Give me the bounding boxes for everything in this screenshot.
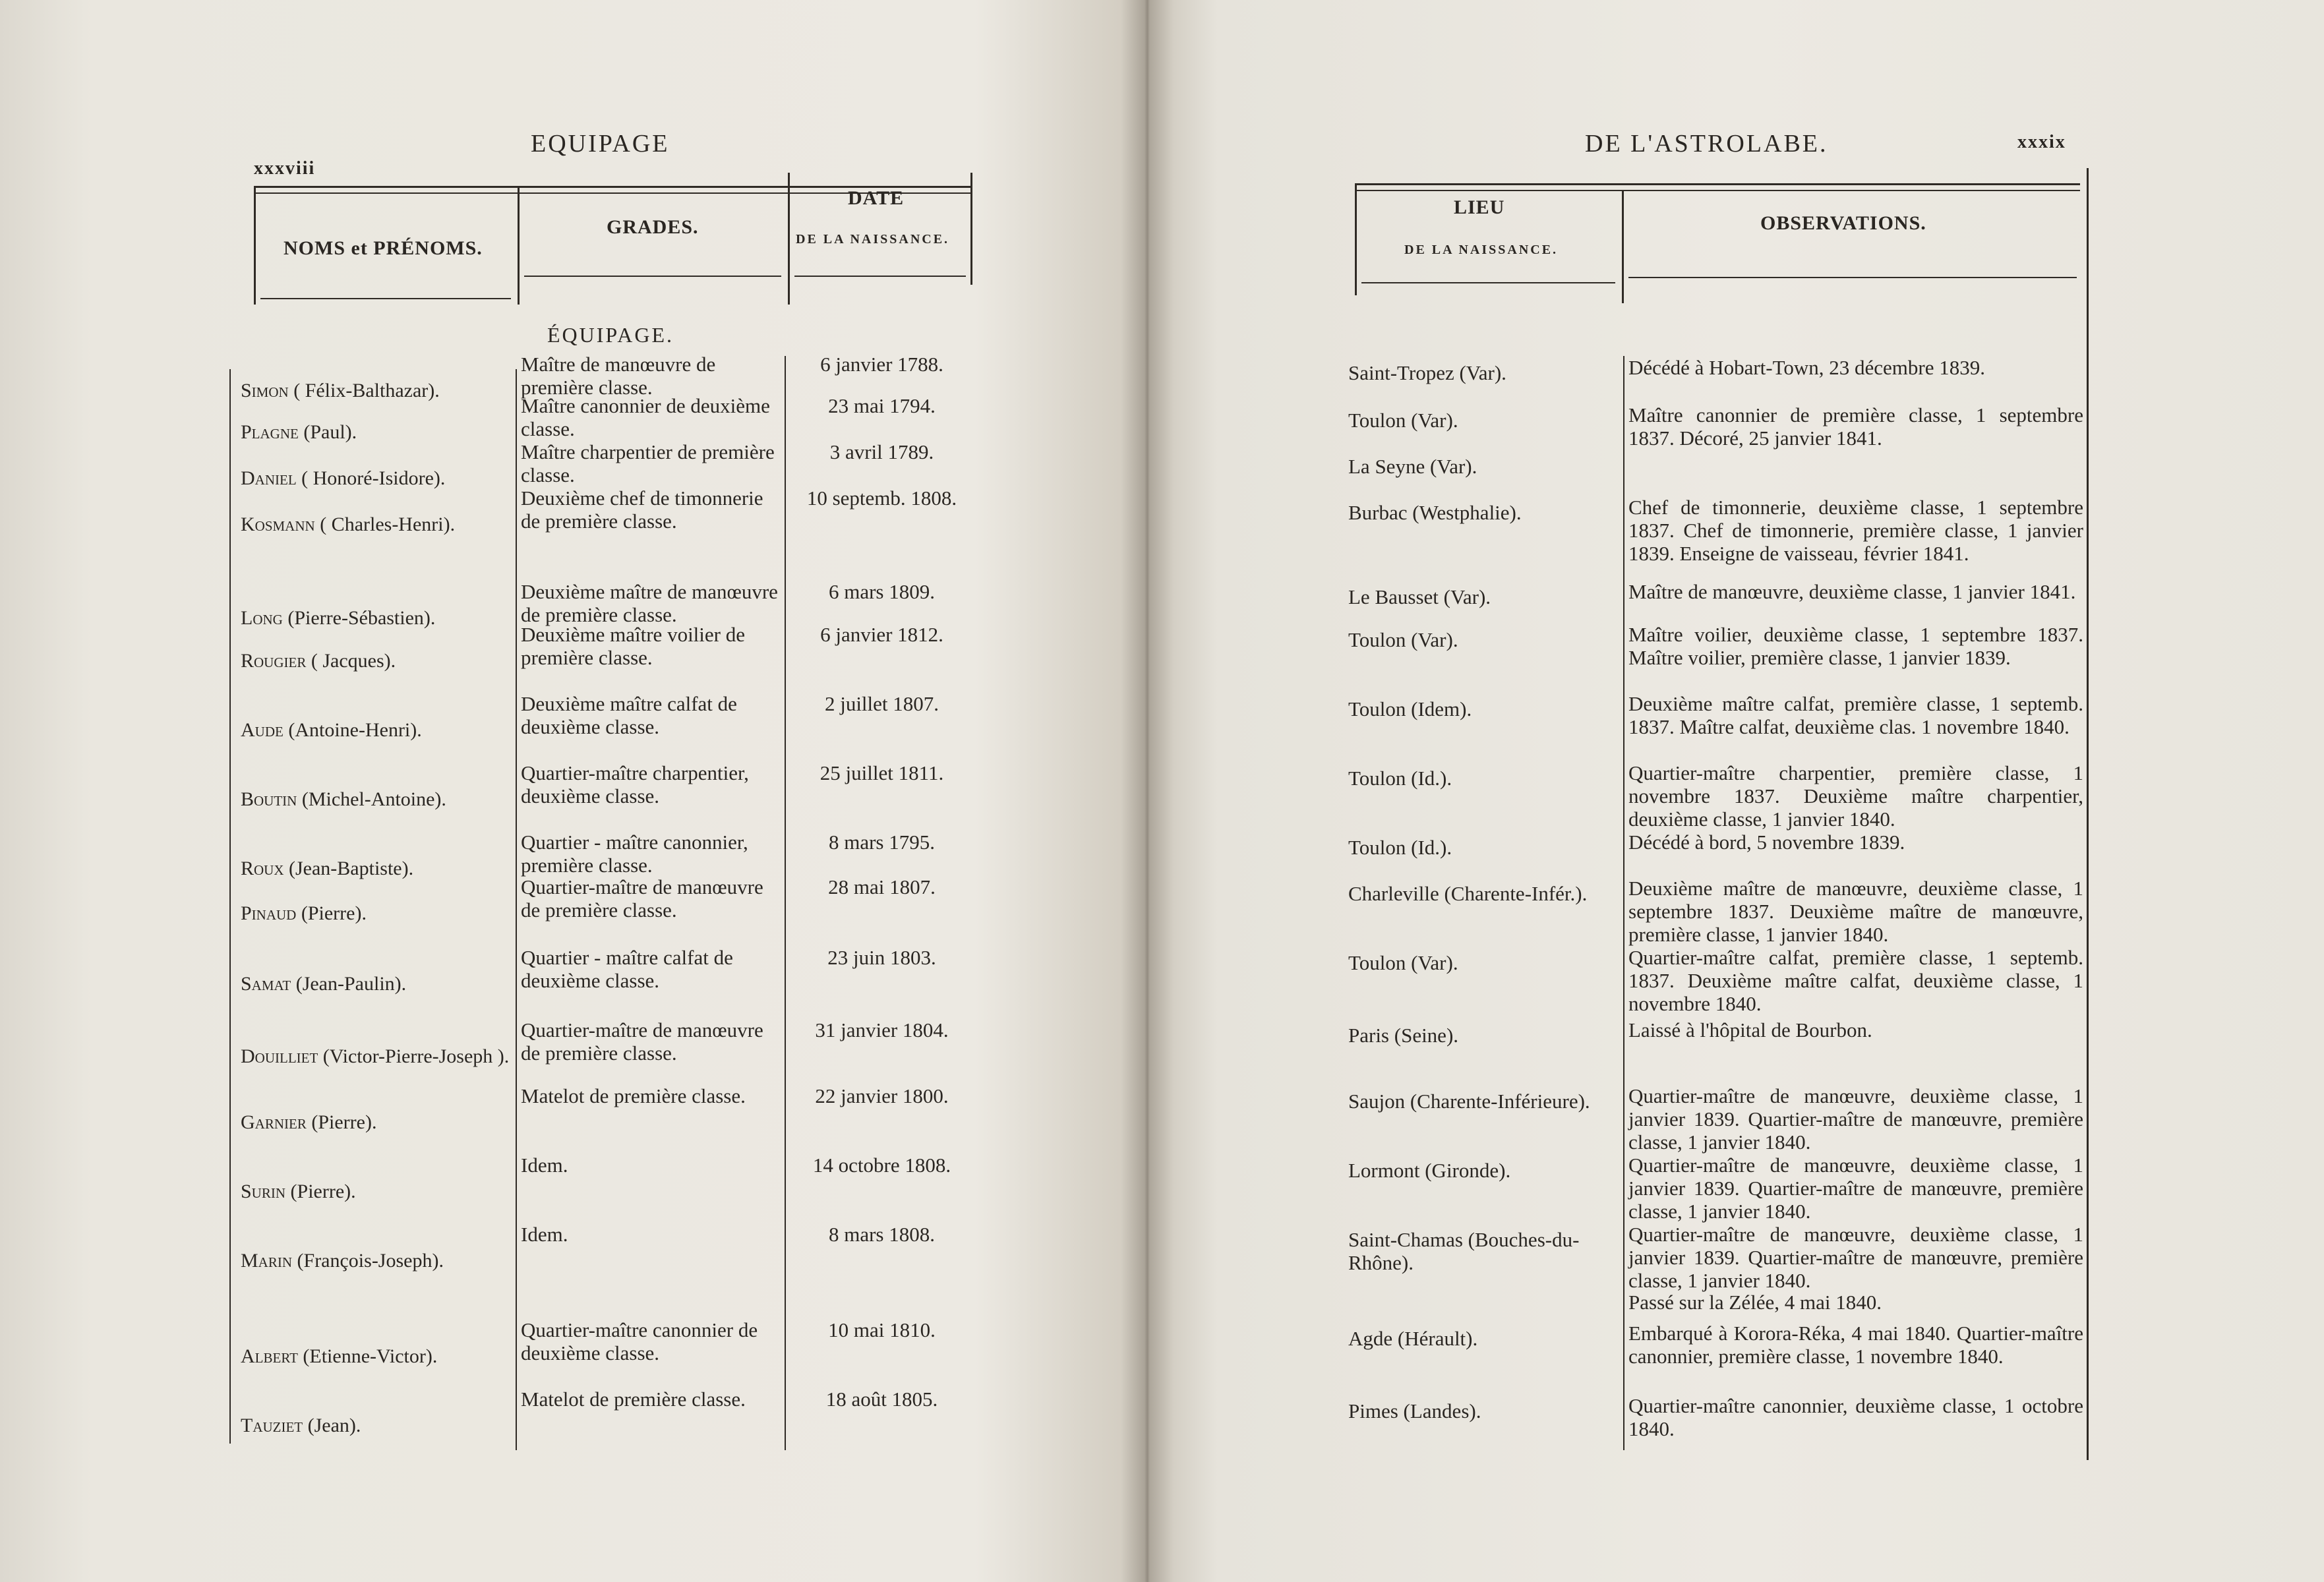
observation: Quartier-maître de manœuvre, deuxième classe, 1 janvier 1839. Quartier-maître de manœuvre, première classe, 1 janvier 1840. [1628,1084,2083,1154]
crew-grade: Quartier-maître de manœuvre de première classe. [521,1018,763,1065]
observation: Maître de manœuvre, deuxième classe, 1 janvier 1841. [1628,580,2076,603]
left-body-divider-2 [785,356,786,1450]
crew-grade: Deuxième maître calfat de deuxième classe. [521,692,737,738]
birth-place: Saint-Tropez (Var). [1348,361,1506,384]
crew-name [241,421,511,444]
crew-name [241,718,511,742]
crew-given-names: (Paul). [303,421,357,443]
crew-given-names: (Victor-Pierre-Joseph ). [322,1045,510,1067]
crew-birth-date: 3 avril 1789. [829,440,934,463]
left-header-rule-2 [524,276,781,277]
crew-given-names: (Pierre). [290,1181,356,1202]
crew-birth-date: 22 janvier 1800. [815,1084,949,1107]
right-page-number: xxxix [2017,132,2066,152]
crew-grade: Matelot de première classe. [521,1084,746,1107]
left-header-rule-1 [260,298,511,299]
crew-given-names: (François-Joseph). [297,1250,444,1272]
header-grades: GRADES. [607,216,699,238]
observation: Passé sur la Zélée, 4 mai 1840. [1628,1291,1882,1314]
birth-place: Charleville (Charente-Infér.). [1348,882,1588,905]
crew-grade: Deuxième maître voilier de première classe. [521,623,746,669]
birth-place: Saint-Chamas (Bouches-du-Rhône). [1348,1228,1580,1274]
birth-place: Toulon (Var). [1348,951,1458,974]
crew-birth-date: 10 mai 1810. [828,1318,936,1341]
birth-place: Le Bausset (Var). [1348,585,1491,608]
crew-grade: Quartier - maître canonnier, première classe. [521,831,748,877]
crew-grade: Deuxième chef de timonnerie de première classe. [521,486,763,533]
crew-name [241,467,511,490]
crew-name [241,1045,511,1068]
crew-surname: Daniel [241,467,297,489]
crew-name [241,379,511,402]
left-col-divider-1 [518,186,520,305]
birth-place: Saujon (Charente-Inférieure). [1348,1090,1590,1113]
crew-surname: Long [241,607,283,629]
crew-given-names: ( Charles-Henri). [320,513,456,535]
crew-name [241,1180,511,1203]
section-title: ÉQUIPAGE. [547,323,674,347]
observation: Quartier-maître charpentier, première classe, 1 novembre 1837. Deuxième maître charpentier, deuxième classe, 1 janvier 1840. [1628,761,2083,831]
crew-grade: Quartier - maître calfat de deuxième classe. [521,946,733,992]
crew-name [241,857,511,880]
crew-grade: Quartier-maître de manœuvre de première classe. [521,875,763,922]
birth-place: Pimes (Landes). [1348,1399,1481,1422]
left-header-rule-3 [794,276,966,277]
crew-given-names: (Jean-Paulin). [295,973,407,995]
observation: Chef de timonnerie, deuxième classe, 1 septembre 1837. Chef de timonnerie, première classe, 1 janvier 1839. Enseigne de vaisseau, février 1841. [1628,496,2083,565]
crew-surname: Kosmann [241,513,315,535]
crew-grade: Idem. [521,1223,568,1246]
right-header-rule-2 [1628,277,2077,278]
crew-name [241,788,511,811]
left-body-divider-1 [516,369,517,1450]
crew-birth-date: 31 janvier 1804. [815,1018,949,1041]
crew-given-names: (Jean). [307,1415,361,1436]
left-page-number: xxxviii [254,158,316,179]
observation: Quartier-maître calfat, première classe, 1 septemb. 1837. Deuxième maître calfat, deuxième classe, 1 novembre 1840. [1628,946,2083,1015]
crew-name [241,1111,511,1134]
crew-surname: Pinaud [241,902,297,924]
observation: Embarqué à Korora-Réka, 4 mai 1840. Quartier-maître canonnier, première classe, 1 novembre 1840. [1628,1322,2083,1368]
crew-surname: Albert [241,1345,298,1367]
crew-surname: Boutin [241,788,297,810]
crew-surname: Aude [241,719,283,741]
header-place-sub: DE LA NAISSANCE. [1404,243,1559,257]
crew-given-names: ( Honoré-Isidore). [301,467,446,489]
crew-given-names: (Pierre-Sébastien). [287,607,436,629]
crew-name [241,902,511,925]
crew-given-names: (Pierre). [311,1111,377,1133]
birth-place: Toulon (Idem). [1348,697,1472,720]
crew-surname: Garnier [241,1111,307,1133]
crew-grade: Matelot de première classe. [521,1388,746,1411]
book-gutter [1121,0,1174,1582]
crew-birth-date: 10 septemb. 1808. [806,486,957,510]
right-table-right-border [2087,168,2089,1460]
crew-name [241,1249,511,1272]
crew-surname: Rougier [241,650,307,672]
header-date: DATE [848,187,905,209]
crew-given-names: (Michel-Antoine). [301,788,446,810]
observation: Laissé à l'hôpital de Bourbon. [1628,1018,1872,1041]
crew-given-names: (Jean-Baptiste). [289,858,414,879]
crew-name [241,972,511,995]
observation: Décédé à bord, 5 novembre 1839. [1628,831,1905,854]
birth-place: Toulon (Var). [1348,409,1458,432]
crew-surname: Tauziet [241,1415,303,1436]
crew-birth-date: 2 juillet 1807. [824,692,939,715]
right-table-top-rule [1355,183,2080,185]
crew-given-names: ( Félix-Balthazar). [293,380,440,401]
crew-name [241,1345,511,1368]
left-col-divider-2 [788,173,790,305]
birth-place: Burbac (Westphalie). [1348,501,1522,524]
crew-surname: Samat [241,973,291,995]
header-date-sub: DE LA NAISSANCE. [796,232,950,247]
crew-birth-date: 8 mars 1795. [828,831,935,854]
crew-surname: Marin [241,1250,293,1272]
birth-place: La Seyne (Var). [1348,455,1477,478]
observation: Quartier-maître de manœuvre, deuxième classe, 1 janvier 1839. Quartier-maître de manœuvre, première classe, 1 janvier 1840. [1628,1223,2083,1292]
crew-grade: Quartier-maître canonnier de deuxième classe. [521,1318,758,1364]
left-table-left-border [254,186,256,305]
crew-name [241,606,511,630]
right-table-top-rule-2 [1355,190,2080,191]
crew-grade: Idem. [521,1154,568,1177]
observation: Maître canonnier de première classe, 1 septembre 1837. Décoré, 25 janvier 1841. [1628,403,2083,450]
crew-surname: Surin [241,1181,286,1202]
observation: Quartier-maître de manœuvre, deuxième classe, 1 janvier 1839. Quartier-maître de manœuvre, première classe, 1 janvier 1840. [1628,1154,2083,1223]
crew-given-names: (Antoine-Henri). [288,719,422,741]
right-table-left-border [1355,183,1357,295]
header-names: NOMS et PRÉNOMS. [283,237,483,259]
header-place: LIEU [1454,196,1505,218]
right-page [1147,0,2324,1582]
crew-grade: Maître charpentier de première classe. [521,440,775,486]
crew-name [241,649,511,672]
observation: Maître voilier, deuxième classe, 1 septembre 1837. Maître voilier, première classe, 1 janvier 1839. [1628,623,2083,669]
header-observations: OBSERVATIONS. [1760,212,1926,234]
crew-birth-date: 25 juillet 1811. [819,761,944,784]
birth-place: Lormont (Gironde). [1348,1159,1511,1182]
observation: Deuxième maître calfat, première classe, 1 septemb. 1837. Maître calfat, deuxième clas. 1 novembre 1840. [1628,692,2083,738]
crew-surname: Roux [241,858,284,879]
crew-grade: Deuxième maître de manœuvre de première classe. [521,580,778,626]
right-header-rule-1 [1361,282,1615,283]
birth-place: Agde (Hérault). [1348,1327,1478,1350]
crew-grade: Maître de manœuvre de première classe. [521,353,716,399]
crew-birth-date: 6 janvier 1812. [820,623,943,646]
left-body-left-border [229,369,231,1444]
right-body-divider [1623,356,1624,1450]
crew-name [241,513,511,536]
left-page [0,0,1147,1582]
birth-place: Toulon (Var). [1348,628,1458,651]
observation: Quartier-maître canonnier, deuxième classe, 1 octobre 1840. [1628,1394,2083,1440]
birth-place: Paris (Seine). [1348,1024,1459,1047]
crew-given-names: (Etienne-Victor). [303,1345,438,1367]
left-table-right-border [970,173,972,285]
right-running-head: DE L'ASTROLABE. [1585,130,1828,158]
crew-birth-date: 23 juin 1803. [827,946,936,969]
left-running-head: EQUIPAGE [531,130,670,158]
crew-birth-date: 23 mai 1794. [828,394,936,417]
right-col-divider [1622,191,1624,303]
crew-given-names: ( Jacques). [311,650,396,672]
observation: Deuxième maître de manœuvre, deuxième classe, 1 septembre 1837. Deuxième maître de manœuvre, première classe, 1 janvier 1840. [1628,877,2083,946]
crew-birth-date: 14 octobre 1808. [812,1154,951,1177]
crew-grade: Quartier-maître charpentier, deuxième classe. [521,761,749,807]
crew-surname: Plagne [241,421,299,443]
birth-place: Toulon (Id.). [1348,767,1452,790]
crew-given-names: (Pierre). [301,902,367,924]
crew-name [241,1414,511,1437]
crew-surname: Simon [241,380,289,401]
crew-birth-date: 18 août 1805. [825,1388,938,1411]
crew-surname: Douilliet [241,1045,318,1067]
crew-birth-date: 6 mars 1809. [828,580,935,603]
birth-place: Toulon (Id.). [1348,836,1452,859]
crew-grade: Maître canonnier de deuxième classe. [521,394,770,440]
crew-birth-date: 8 mars 1808. [828,1223,935,1246]
crew-birth-date: 6 janvier 1788. [820,353,943,376]
observation: Décédé à Hobart-Town, 23 décembre 1839. [1628,356,1985,379]
crew-birth-date: 28 mai 1807. [828,875,936,898]
